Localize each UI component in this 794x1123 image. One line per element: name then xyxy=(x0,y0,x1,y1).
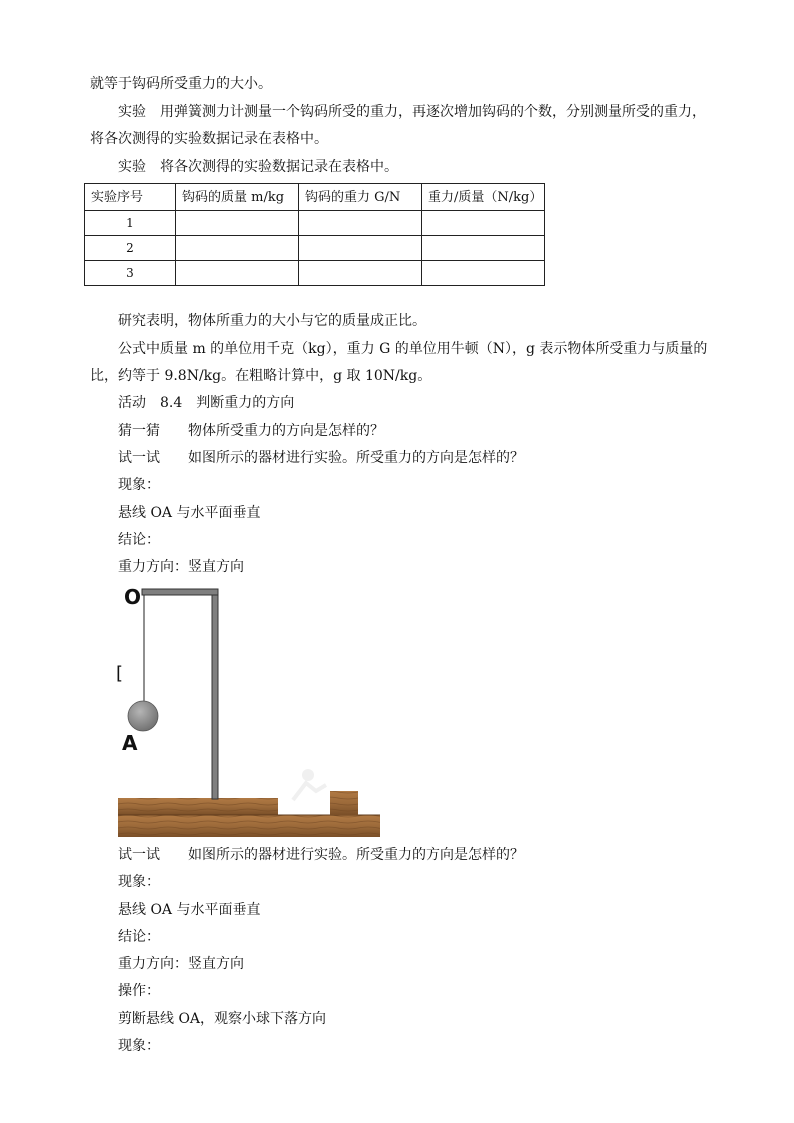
table-header-cell: 钩码的重力 G/N xyxy=(299,184,422,211)
text-line: 公式中质量 m 的单位用千克（kg），重力 G 的单位用牛顿（N），g 表示物体所受重力与质量的 xyxy=(118,341,708,357)
apparatus-illustration xyxy=(118,585,380,837)
table-cell xyxy=(422,261,545,286)
text-line xyxy=(118,421,384,441)
text-line xyxy=(118,157,398,177)
guess-label: 猜一猜 xyxy=(118,423,160,439)
guess-text: 物体所受重力的方向是怎样的？ xyxy=(188,423,384,439)
experiment-label: 实验 xyxy=(118,104,146,120)
text-line xyxy=(118,448,524,468)
text-line: 研究表明，物体所重力的大小与它的质量成正比。 xyxy=(118,313,426,329)
table-cell xyxy=(299,261,422,286)
watermark-logo xyxy=(293,769,326,800)
table-header-cell: 钩码的质量 m/kg xyxy=(176,184,299,211)
try-text: 如图所示的器材进行实验。所受重力的方向是怎样的？ xyxy=(188,847,524,863)
experiment-text: 将各次测得的实验数据记录在表格中。 xyxy=(160,159,398,175)
text-line xyxy=(118,845,524,865)
data-table xyxy=(84,183,545,286)
text-line: 悬线 OA 与水平面垂直 xyxy=(118,902,261,918)
experiment-label: 实验 xyxy=(118,159,146,175)
plumb-line-figure xyxy=(118,585,380,837)
wood-base xyxy=(118,791,380,837)
table-header-cell: 实验序号 xyxy=(85,184,176,211)
table-cell xyxy=(299,211,422,236)
label-a: A xyxy=(122,731,138,755)
text-line: 结论： xyxy=(118,929,160,945)
table-cell: 3 xyxy=(85,261,176,286)
label-o: O xyxy=(124,585,142,609)
table-row xyxy=(85,211,545,236)
try-text: 如图所示的器材进行实验。所受重力的方向是怎样的？ xyxy=(188,450,524,466)
table-cell: 2 xyxy=(85,236,176,261)
table-cell: 1 xyxy=(85,211,176,236)
text-line: 重力方向：竖直方向 xyxy=(118,956,244,972)
table-cell xyxy=(422,236,545,261)
table-row xyxy=(85,261,545,286)
label-bracket: [ xyxy=(116,663,124,684)
experiment-text: 用弹簧测力计测量一个钩码所受的重力，再逐次增加钩码的个数，分别测量所受的重力， xyxy=(160,104,706,120)
text-line xyxy=(118,102,706,122)
activity-label: 活动 8.4 xyxy=(118,395,183,411)
text-line: 重力方向：竖直方向 xyxy=(118,559,244,575)
table-header-row xyxy=(85,184,545,211)
table-header-cell: 重力/质量（N/kg） xyxy=(422,184,545,211)
try-label: 试一试 xyxy=(118,847,160,863)
text-line: 比，约等于 9.8N/kg。在粗略计算中，g 取 10N/kg。 xyxy=(90,368,432,384)
table-cell xyxy=(176,236,299,261)
try-label: 试一试 xyxy=(118,450,160,466)
text-line: 现象： xyxy=(118,874,160,890)
text-line xyxy=(118,393,294,413)
text-line: 操作： xyxy=(118,983,160,999)
table-cell xyxy=(176,261,299,286)
text-line: 现象： xyxy=(118,477,160,493)
text-line: 剪断悬线 OA，观察小球下落方向 xyxy=(118,1011,327,1027)
text-line: 将各次测得的实验数据记录在表格中。 xyxy=(90,131,328,147)
table-cell xyxy=(422,211,545,236)
text-line: 就等于钩码所受重力的大小。 xyxy=(90,76,272,92)
table-cell xyxy=(299,236,422,261)
table-row xyxy=(85,236,545,261)
activity-title: 判断重力的方向 xyxy=(196,395,295,411)
stand xyxy=(142,589,218,799)
text-line: 悬线 OA 与水平面垂直 xyxy=(118,505,261,521)
text-line: 现象： xyxy=(118,1038,160,1054)
text-line: 结论： xyxy=(118,532,160,548)
table-cell xyxy=(176,211,299,236)
plumb-ball xyxy=(128,701,158,731)
